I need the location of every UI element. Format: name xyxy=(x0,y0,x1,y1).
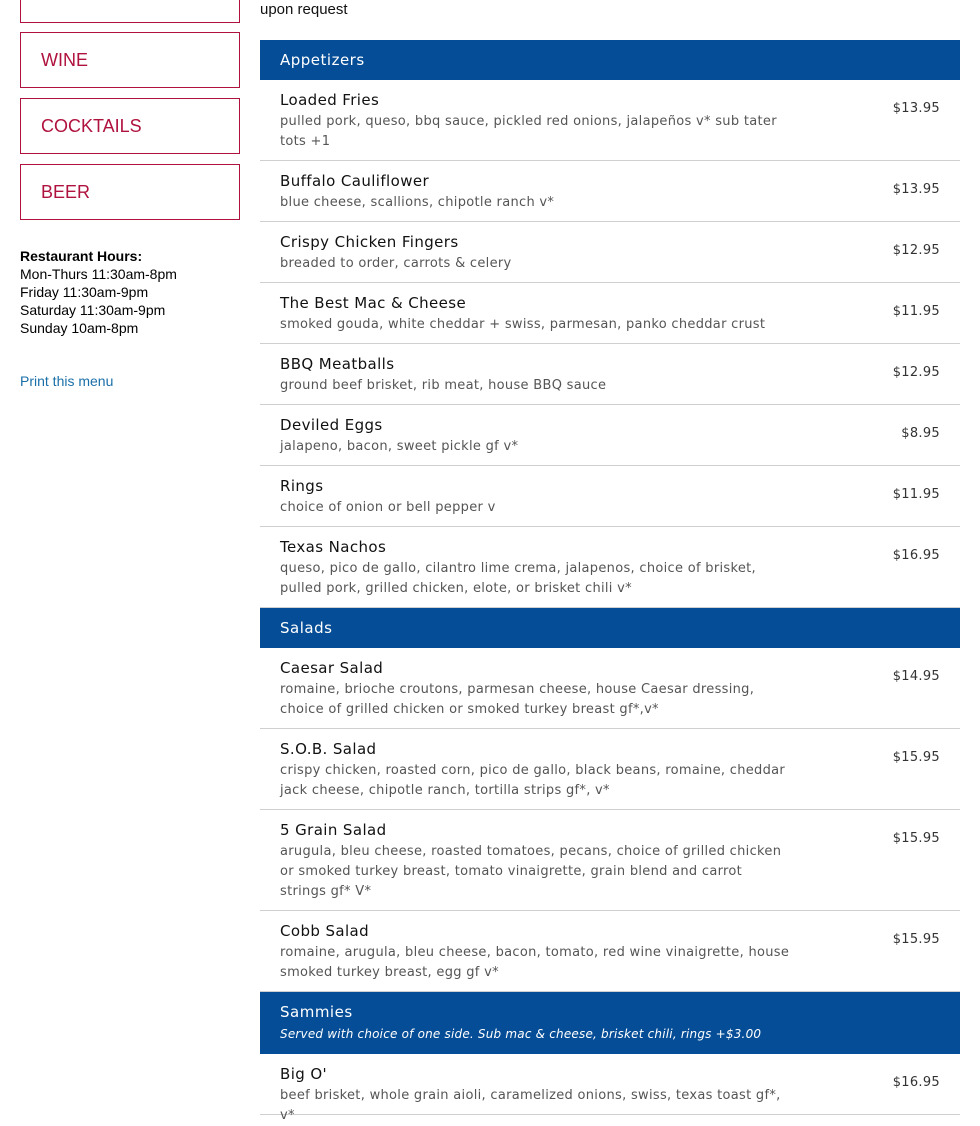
item-price: $13.95 xyxy=(892,182,940,197)
section-header-sammies xyxy=(260,992,960,1054)
item-name: 5 Grain Salad xyxy=(280,821,387,839)
item-name: Cobb Salad xyxy=(280,922,370,940)
item-name: BBQ Meatballs xyxy=(280,355,395,373)
item-description: arugula, bleu cheese, roasted tomatoes, pecans, choice of grilled chicken or smoked turkey breast, tomato vinaigrette, grain blend and carrot strings gf* V* xyxy=(280,844,782,899)
hours-title: Restaurant Hours: xyxy=(20,248,143,264)
item-price: $13.95 xyxy=(892,101,940,116)
item-price: $12.95 xyxy=(892,243,940,258)
intro-text: upon request xyxy=(260,1,348,18)
section-title: Salads xyxy=(280,619,333,637)
item-name: Buffalo Cauliflower xyxy=(280,172,430,190)
restaurant-hours xyxy=(20,247,177,337)
category-button-wine[interactable]: WINE xyxy=(20,32,240,88)
item-price: $16.95 xyxy=(892,1075,940,1090)
menu-item xyxy=(260,80,960,161)
section-note: Served with choice of one side. Sub mac & cheese, brisket chili, rings +$3.00 xyxy=(280,1027,762,1041)
item-description: choice of onion or bell pepper v xyxy=(280,500,496,515)
section-title: Appetizers xyxy=(280,51,365,69)
item-price: $14.95 xyxy=(892,669,940,684)
category-button-cocktails[interactable]: COCKTAILS xyxy=(20,98,240,154)
category-button-partial[interactable] xyxy=(20,0,240,23)
menu-item xyxy=(260,527,960,608)
item-description: romaine, arugula, bleu cheese, bacon, tomato, red wine vinaigrette, house smoked turkey breast, egg gf v* xyxy=(280,945,790,980)
menu-item xyxy=(260,222,960,283)
item-name: S.O.B. Salad xyxy=(280,740,377,758)
menu-item xyxy=(260,810,960,911)
item-description: ground beef brisket, rib meat, house BBQ sauce xyxy=(280,378,607,393)
category-button-beer[interactable]: BEER xyxy=(20,164,240,220)
item-name: Texas Nachos xyxy=(280,538,387,556)
item-description: crispy chicken, roasted corn, pico de gallo, black beans, romaine, cheddar jack cheese, chipotle ranch, tortilla strips gf*, v* xyxy=(280,763,786,798)
item-price: $11.95 xyxy=(892,487,940,502)
item-name: Deviled Eggs xyxy=(280,416,383,434)
menu-item xyxy=(260,283,960,344)
item-name: Caesar Salad xyxy=(280,659,384,677)
item-name: Rings xyxy=(280,477,324,495)
print-menu-link[interactable]: Print this menu xyxy=(20,373,114,389)
menu-item xyxy=(260,911,960,992)
item-description: romaine, brioche croutons, parmesan cheese, house Caesar dressing, choice of grilled chicken or smoked turkey breast gf*,v* xyxy=(280,682,755,717)
menu-item xyxy=(260,648,960,729)
item-name: Crispy Chicken Fingers xyxy=(280,233,459,251)
item-price: $11.95 xyxy=(892,304,940,319)
item-description: pulled pork, queso, bbq sauce, pickled red onions, jalapeños v* sub tater tots +1 xyxy=(280,114,777,149)
menu-item xyxy=(260,344,960,405)
item-description: queso, pico de gallo, cilantro lime crema, jalapenos, choice of brisket, pulled pork, grilled chicken, elote, or brisket chili v* xyxy=(280,561,756,596)
menu-item xyxy=(260,161,960,222)
item-price: $15.95 xyxy=(892,932,940,947)
menu-item xyxy=(260,1054,960,1123)
item-description: beef brisket, whole grain aioli, caramelized onions, swiss, texas toast gf*, v* xyxy=(280,1088,781,1123)
item-price: $15.95 xyxy=(892,831,940,846)
item-price: $16.95 xyxy=(892,548,940,563)
item-price: $15.95 xyxy=(892,750,940,765)
item-name: Big O' xyxy=(280,1065,328,1083)
item-price: $12.95 xyxy=(892,365,940,380)
item-description: breaded to order, carrots & celery xyxy=(280,256,512,271)
hours-line: Saturday 11:30am-9pm xyxy=(20,302,166,318)
hours-line: Sunday 10am-8pm xyxy=(20,320,139,336)
section-title: Sammies xyxy=(280,1003,353,1021)
menu-item xyxy=(260,466,960,527)
item-name: The Best Mac & Cheese xyxy=(280,294,467,312)
menu-item xyxy=(260,729,960,810)
item-description: blue cheese, scallions, chipotle ranch v* xyxy=(280,195,555,210)
hours-line: Friday 11:30am-9pm xyxy=(20,284,149,300)
item-name: Loaded Fries xyxy=(280,91,380,109)
item-description: jalapeno, bacon, sweet pickle gf v* xyxy=(280,439,519,454)
hours-line: Mon-Thurs 11:30am-8pm xyxy=(20,266,177,282)
item-price: $8.95 xyxy=(901,426,940,441)
menu-item xyxy=(260,405,960,466)
section-header-appetizers xyxy=(260,40,960,80)
section-header-salads xyxy=(260,608,960,648)
item-description: smoked gouda, white cheddar + swiss, parmesan, panko cheddar crust xyxy=(280,317,766,332)
